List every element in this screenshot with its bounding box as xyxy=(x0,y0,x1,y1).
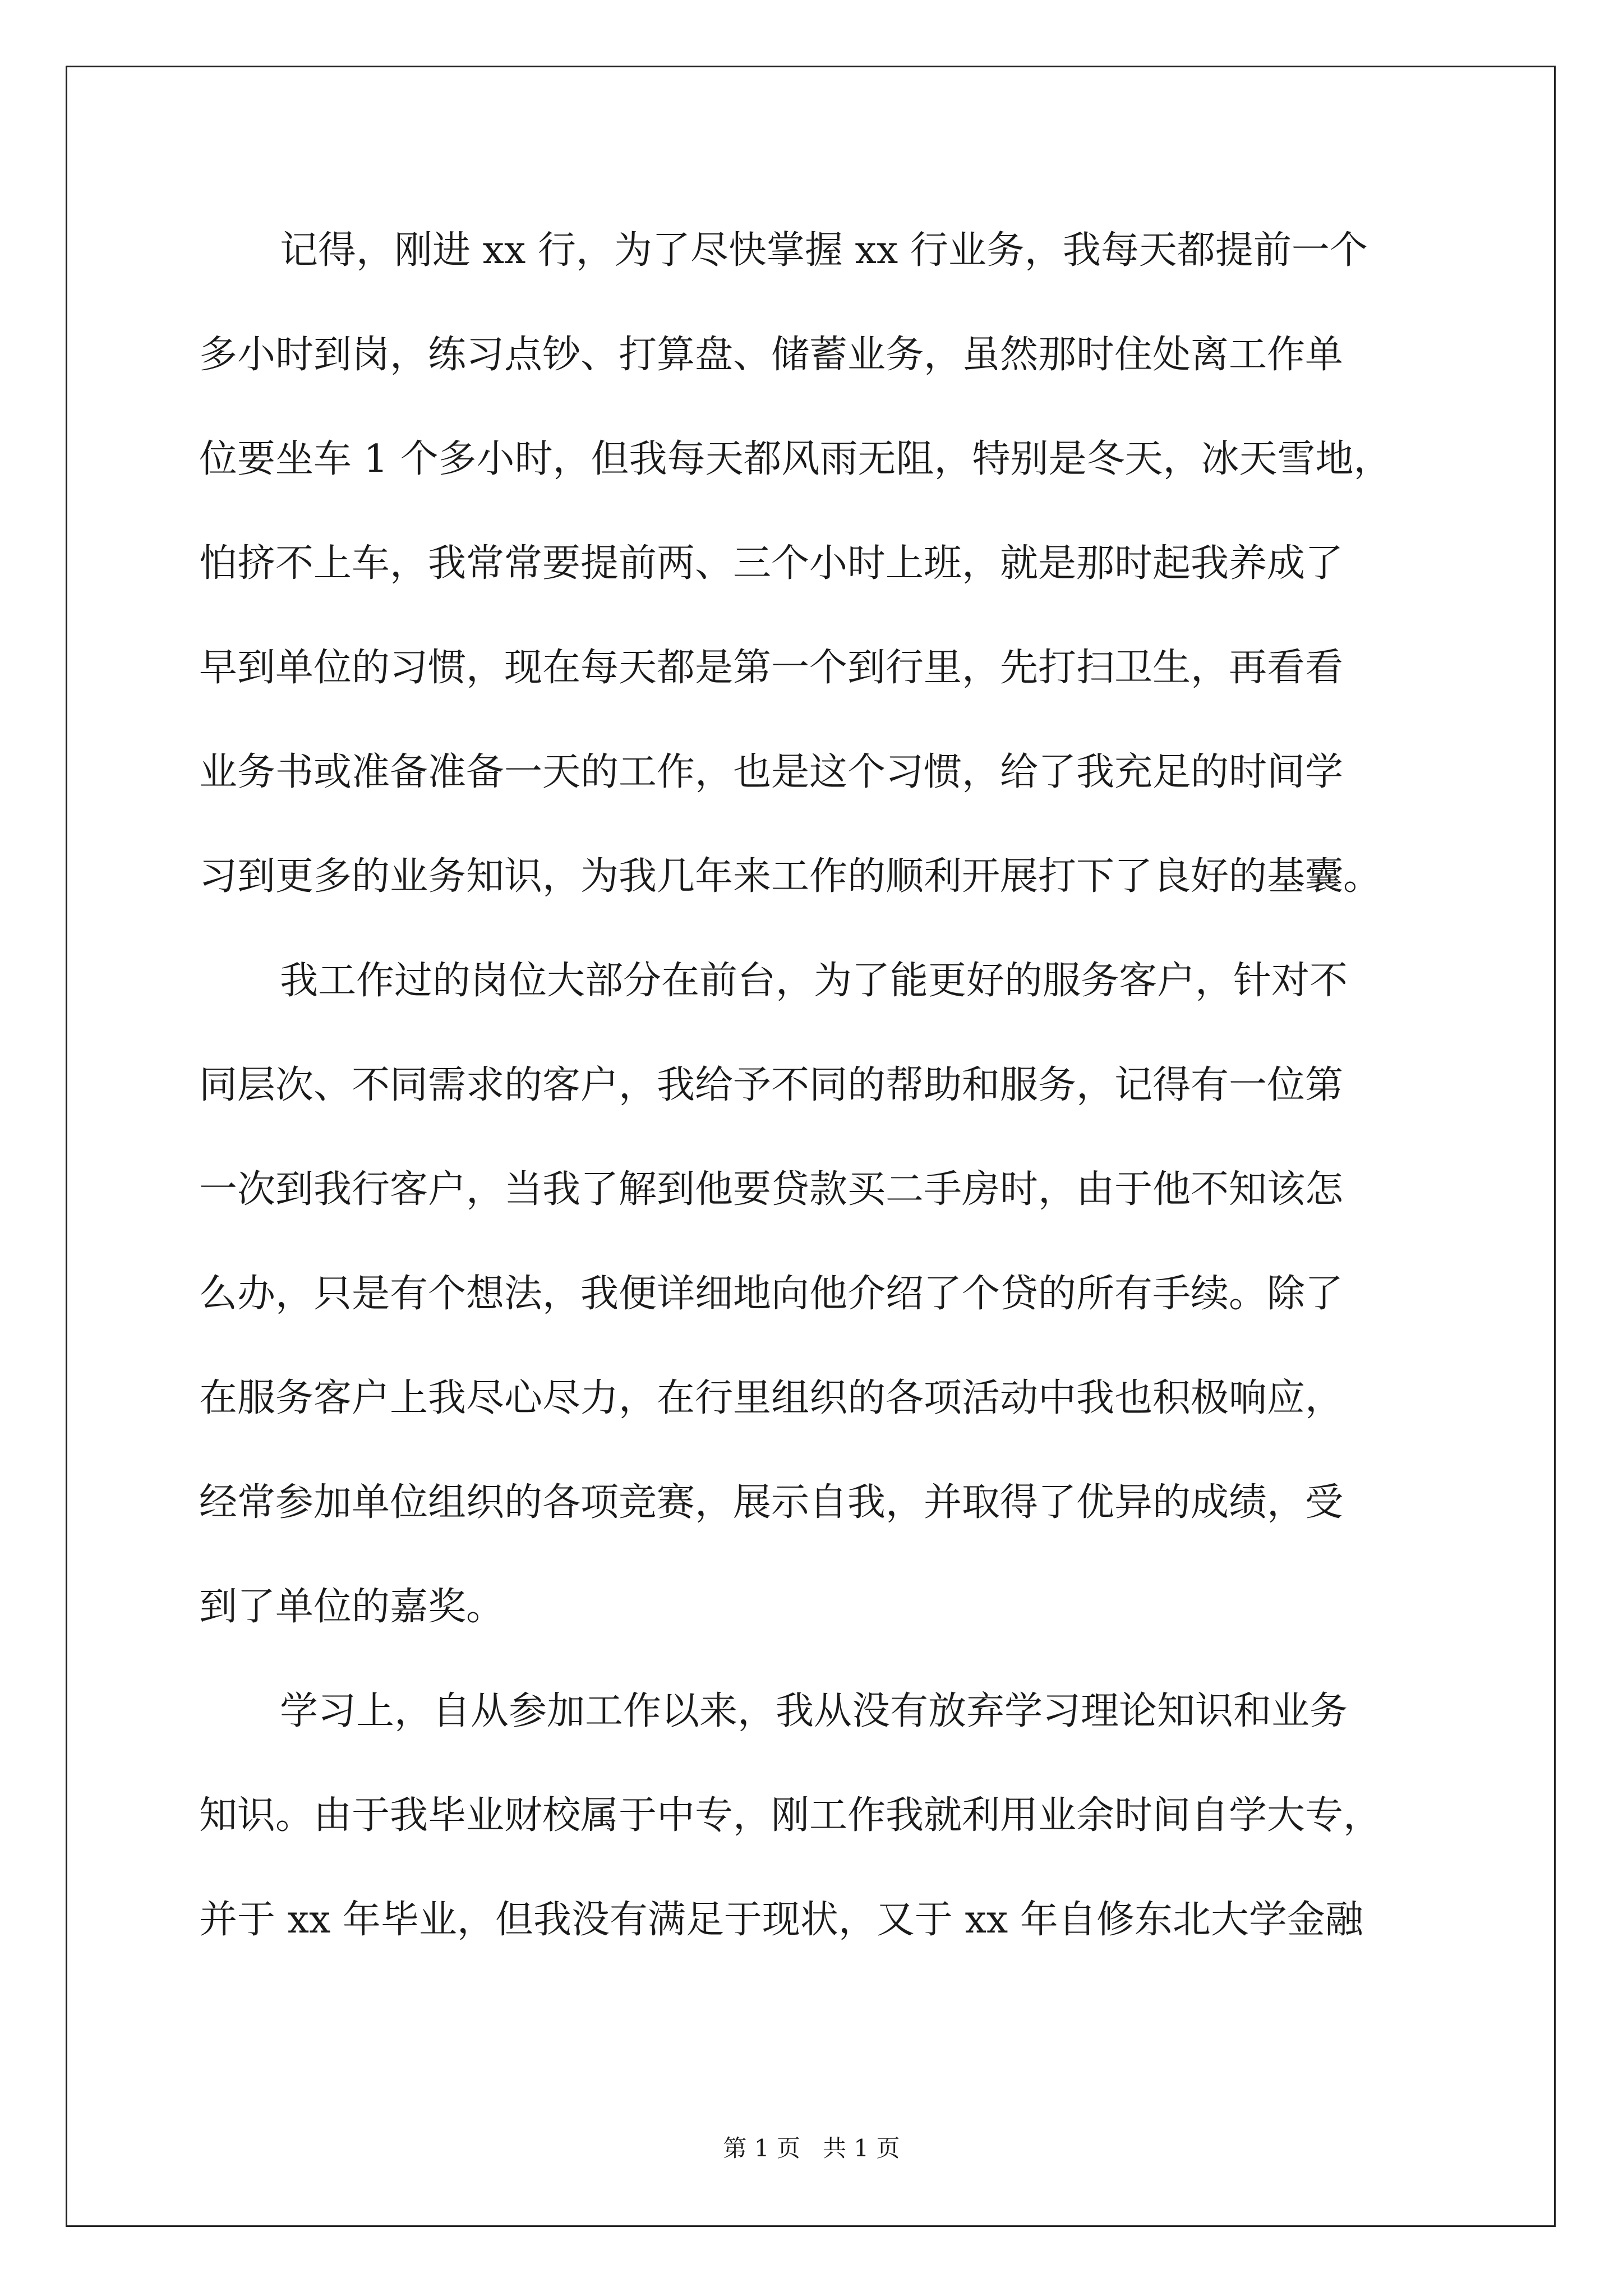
paragraph-1-line-2: 多小时到岗，练习点钞、打算盘、储蓄业务，虽然那时住处离工作单 xyxy=(199,333,1344,377)
paragraph-2-line-1: 我工作过的岗位大部分在前台，为了能更好的服务客户，针对不 xyxy=(280,959,1348,1003)
paragraph-1-line-4: 怕挤不上车，我常常要提前两、三个小时上班，就是那时起我养成了 xyxy=(199,541,1344,586)
paragraph-1-line-7: 习到更多的业务知识，为我几年来工作的顺利开展打下了良好的基囊。 xyxy=(199,854,1382,899)
paragraph-2-line-6: 经常参加单位组织的各项竞赛，展示自我，并取得了优异的成绩，受 xyxy=(199,1480,1344,1525)
paragraph-2-line-5: 在服务客户上我尽心尽力，在行里组织的各项活动中我也积极响应， xyxy=(199,1376,1344,1420)
paragraph-2-line-4: 么办，只是有个想法，我便详细地向他介绍了个贷的所有手续。除了 xyxy=(199,1272,1344,1316)
document-body xyxy=(199,214,1433,1988)
paragraph-2-line-7: 到了单位的嘉奖。 xyxy=(199,1585,505,1629)
paragraph-1-line-3: 位要坐车 1 个多小时，但我每天都风雨无阻，特别是冬天，冰天雪地， xyxy=(199,437,1392,481)
paragraph-1-line-1: 记得，刚进 xx 行，为了尽快掌握 xx 行业务，我每天都提前一个 xyxy=(280,228,1368,273)
paragraph-3-line-1: 学习上，自从参加工作以来，我从没有放弃学习理论知识和业务 xyxy=(280,1689,1348,1733)
paragraph-2-line-2: 同层次、不同需求的客户，我给予不同的帮助和服务，记得有一位第 xyxy=(199,1063,1344,1107)
page-footer: 第 1 页 共 1 页 xyxy=(723,2134,900,2162)
paragraph-2-line-3: 一次到我行客户，当我了解到他要贷款买二手房时，由于他不知该怎 xyxy=(199,1167,1344,1212)
paragraph-1-line-5: 早到单位的习惯，现在每天都是第一个到行里，先打扫卫生，再看看 xyxy=(199,646,1344,690)
paragraph-3-line-2: 知识。由于我毕业财校属于中专，刚工作我就利用业余时间自学大专， xyxy=(199,1793,1382,1838)
paragraph-3-line-3: 并于 xx 年毕业，但我没有满足于现状，又于 xx 年自修东北大学金融 xyxy=(199,1898,1363,1942)
paragraph-1-line-6: 业务书或准备准备一天的工作，也是这个习惯，给了我充足的时间学 xyxy=(199,750,1344,794)
